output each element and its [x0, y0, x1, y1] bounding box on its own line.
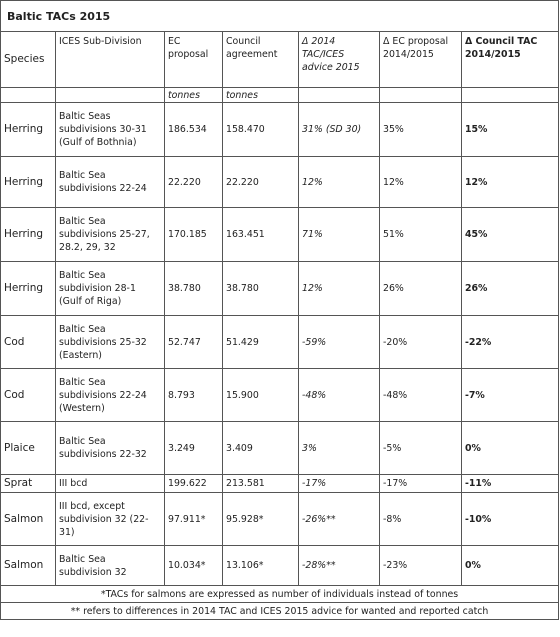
units-council: tonnes — [223, 88, 299, 103]
table-row — [1, 546, 559, 586]
units-empty — [1, 88, 56, 103]
ec-cell: 170.185 — [165, 208, 223, 262]
ec-cell: 38.780 — [165, 262, 223, 316]
subdivision-cell: Baltic Seas subdivisions 30-31 (Gulf of Bothnia) — [56, 103, 165, 157]
council-cell: 95.928* — [223, 493, 299, 546]
species-cell: Cod — [1, 316, 56, 369]
ec-cell: 199.622 — [165, 475, 223, 493]
table-row — [1, 475, 559, 493]
delta-ec-cell: -17% — [380, 475, 462, 493]
ec-cell: 97.911* — [165, 493, 223, 546]
table-row — [1, 208, 559, 262]
table-row — [1, 493, 559, 546]
delta-2014-cell: -28%** — [299, 546, 380, 586]
delta-council-cell: -10% — [462, 493, 559, 546]
delta-ec-cell: -23% — [380, 546, 462, 586]
species-cell: Herring — [1, 208, 56, 262]
delta-2014-cell: -48% — [299, 369, 380, 422]
delta-2014-cell: 12% — [299, 262, 380, 316]
units-ec: tonnes — [165, 88, 223, 103]
subdivision-cell: Baltic Sea subdivisions 22-24 — [56, 157, 165, 208]
table-row — [1, 316, 559, 369]
delta-council-cell: 12% — [462, 157, 559, 208]
delta-council-cell: -7% — [462, 369, 559, 422]
header-ices: ICES Sub-Division — [56, 32, 165, 88]
delta-ec-cell: -8% — [380, 493, 462, 546]
ec-cell: 22.220 — [165, 157, 223, 208]
ec-cell: 52.747 — [165, 316, 223, 369]
council-cell: 51.429 — [223, 316, 299, 369]
subdivision-cell: Baltic Sea subdivisions 25-27, 28.2, 29, 32 — [56, 208, 165, 262]
footnote-row — [1, 603, 559, 620]
delta-2014-cell: -59% — [299, 316, 380, 369]
council-cell: 3.409 — [223, 422, 299, 475]
table-row — [1, 157, 559, 208]
delta-ec-cell: -20% — [380, 316, 462, 369]
delta-ec-cell: -48% — [380, 369, 462, 422]
subdivision-cell: III bcd — [56, 475, 165, 493]
header-ec-proposal: EC proposal — [165, 32, 223, 88]
species-cell: Sprat — [1, 475, 56, 493]
delta-council-cell: 26% — [462, 262, 559, 316]
species-cell: Plaice — [1, 422, 56, 475]
header-council: Council agreement — [223, 32, 299, 88]
delta-2014-cell: -26%** — [299, 493, 380, 546]
council-cell: 158.470 — [223, 103, 299, 157]
species-cell: Salmon — [1, 546, 56, 586]
delta-ec-cell: -5% — [380, 422, 462, 475]
units-empty — [380, 88, 462, 103]
ec-cell: 10.034* — [165, 546, 223, 586]
footnote-salmon-individuals: *TACs for salmons are expressed as number of individuals instead of tonnes — [1, 586, 559, 603]
delta-ec-cell: 35% — [380, 103, 462, 157]
delta-council-cell: -22% — [462, 316, 559, 369]
units-empty — [299, 88, 380, 103]
units-row — [1, 88, 559, 103]
delta-ec-cell: 12% — [380, 157, 462, 208]
subdivision-cell: Baltic Sea subdivision 32 — [56, 546, 165, 586]
table-title: Baltic TACs 2015 — [1, 1, 559, 32]
units-empty — [56, 88, 165, 103]
table-row — [1, 103, 559, 157]
subdivision-cell: Baltic Sea subdivisions 22-32 — [56, 422, 165, 475]
units-empty — [462, 88, 559, 103]
subdivision-cell: Baltic Sea subdivision 28-1 (Gulf of Riga) — [56, 262, 165, 316]
delta-2014-cell: 71% — [299, 208, 380, 262]
species-cell: Salmon — [1, 493, 56, 546]
council-cell: 38.780 — [223, 262, 299, 316]
council-cell: 163.451 — [223, 208, 299, 262]
subdivision-cell: III bcd, except subdivision 32 (22-31) — [56, 493, 165, 546]
header-delta-ec: Δ EC proposal 2014/2015 — [380, 32, 462, 88]
council-cell: 13.106* — [223, 546, 299, 586]
ec-cell: 3.249 — [165, 422, 223, 475]
species-cell: Cod — [1, 369, 56, 422]
table-row — [1, 262, 559, 316]
ec-cell: 8.793 — [165, 369, 223, 422]
ec-cell: 186.534 — [165, 103, 223, 157]
delta-ec-cell: 26% — [380, 262, 462, 316]
council-cell: 22.220 — [223, 157, 299, 208]
header-species: Species — [1, 32, 56, 88]
delta-council-cell: 15% — [462, 103, 559, 157]
council-cell: 15.900 — [223, 369, 299, 422]
delta-2014-cell: -17% — [299, 475, 380, 493]
footnote-row — [1, 586, 559, 603]
species-cell: Herring — [1, 103, 56, 157]
footnote-ices-advice: ** refers to differences in 2014 TAC and ICES 2015 advice for wanted and reported catch — [1, 603, 559, 620]
header-row — [1, 32, 559, 88]
header-delta-2014: Δ 2014 TAC/ICES advice 2015 — [299, 32, 380, 88]
subdivision-cell: Baltic Sea subdivisions 22-24 (Western) — [56, 369, 165, 422]
delta-council-cell: 45% — [462, 208, 559, 262]
table-row — [1, 422, 559, 475]
species-cell: Herring — [1, 157, 56, 208]
delta-ec-cell: 51% — [380, 208, 462, 262]
species-cell: Herring — [1, 262, 56, 316]
delta-council-cell: 0% — [462, 546, 559, 586]
subdivision-cell: Baltic Sea subdivisions 25-32 (Eastern) — [56, 316, 165, 369]
delta-council-cell: 0% — [462, 422, 559, 475]
delta-2014-cell: 31% (SD 30) — [299, 103, 380, 157]
header-delta-council: Δ Council TAC 2014/2015 — [462, 32, 559, 88]
table-row — [1, 369, 559, 422]
council-cell: 213.581 — [223, 475, 299, 493]
delta-2014-cell: 3% — [299, 422, 380, 475]
delta-council-cell: -11% — [462, 475, 559, 493]
delta-2014-cell: 12% — [299, 157, 380, 208]
